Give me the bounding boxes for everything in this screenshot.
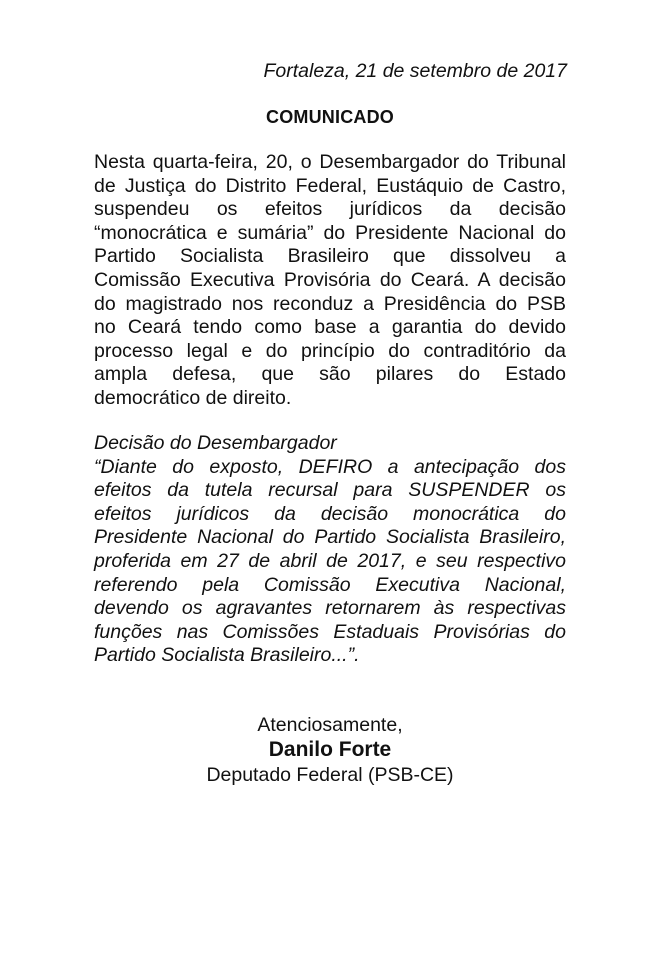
quote-line: funções nas Comissões Estaduais Provisórias do: [94, 620, 566, 643]
quote-line: referendo pela Comissão Executiva Nacional,: [94, 573, 566, 596]
body-line: no Ceará tendo como base a garantia do devido: [94, 316, 566, 339]
body-line: Comissão Executiva Provisória do Ceará. A decisão: [94, 268, 566, 291]
body-line: de Justiça do Distrito Federal, Eustáquio de Castro,: [94, 174, 566, 197]
body-line: do magistrado nos reconduz a Presidência do PSB: [94, 292, 566, 315]
quote-line: “Diante do exposto, DEFIRO a antecipação dos: [94, 455, 566, 478]
date-line: Fortaleza, 21 de setembro de 2017: [263, 60, 567, 82]
body-line: Partido Socialista Brasileiro que dissolveu a: [94, 245, 566, 268]
body-line: suspendeu os efeitos jurídicos da decisão: [94, 198, 566, 221]
quote-line: Partido Socialista Brasileiro...”.: [94, 644, 360, 667]
quote-section: [94, 432, 566, 668]
body-line: processo legal e do princípio do contraditório da: [94, 339, 566, 362]
quote-line: devendo os agravantes retornarem às respectivas: [94, 597, 566, 620]
quote-line: proferida em 27 de abril de 2017, e seu respectivo: [94, 549, 566, 572]
body-line: democrático de direito.: [94, 386, 292, 409]
quote-line: efeitos jurídicos da decisão monocrática do: [94, 502, 566, 525]
quote-line: Presidente Nacional do Partido Socialista Brasileiro,: [94, 526, 566, 549]
signer-name: Danilo Forte: [268, 738, 392, 761]
quote-title: Decisão do Desembargador: [94, 432, 337, 454]
signer-title: Deputado Federal (PSB-CE): [206, 764, 454, 786]
closing-greeting: Atenciosamente,: [257, 714, 403, 736]
body-line: “monocrática e sumária” do Presidente Nacional do: [94, 221, 566, 244]
document-heading: COMUNICADO: [266, 107, 394, 127]
quote-line: efeitos da tutela recursal para SUSPENDER os: [94, 479, 566, 502]
body-line: Nesta quarta-feira, 20, o Desembargador do Tribunal: [94, 151, 566, 173]
body-paragraph: [94, 151, 566, 411]
body-line: ampla defesa, que são pilares do Estado: [94, 363, 566, 386]
